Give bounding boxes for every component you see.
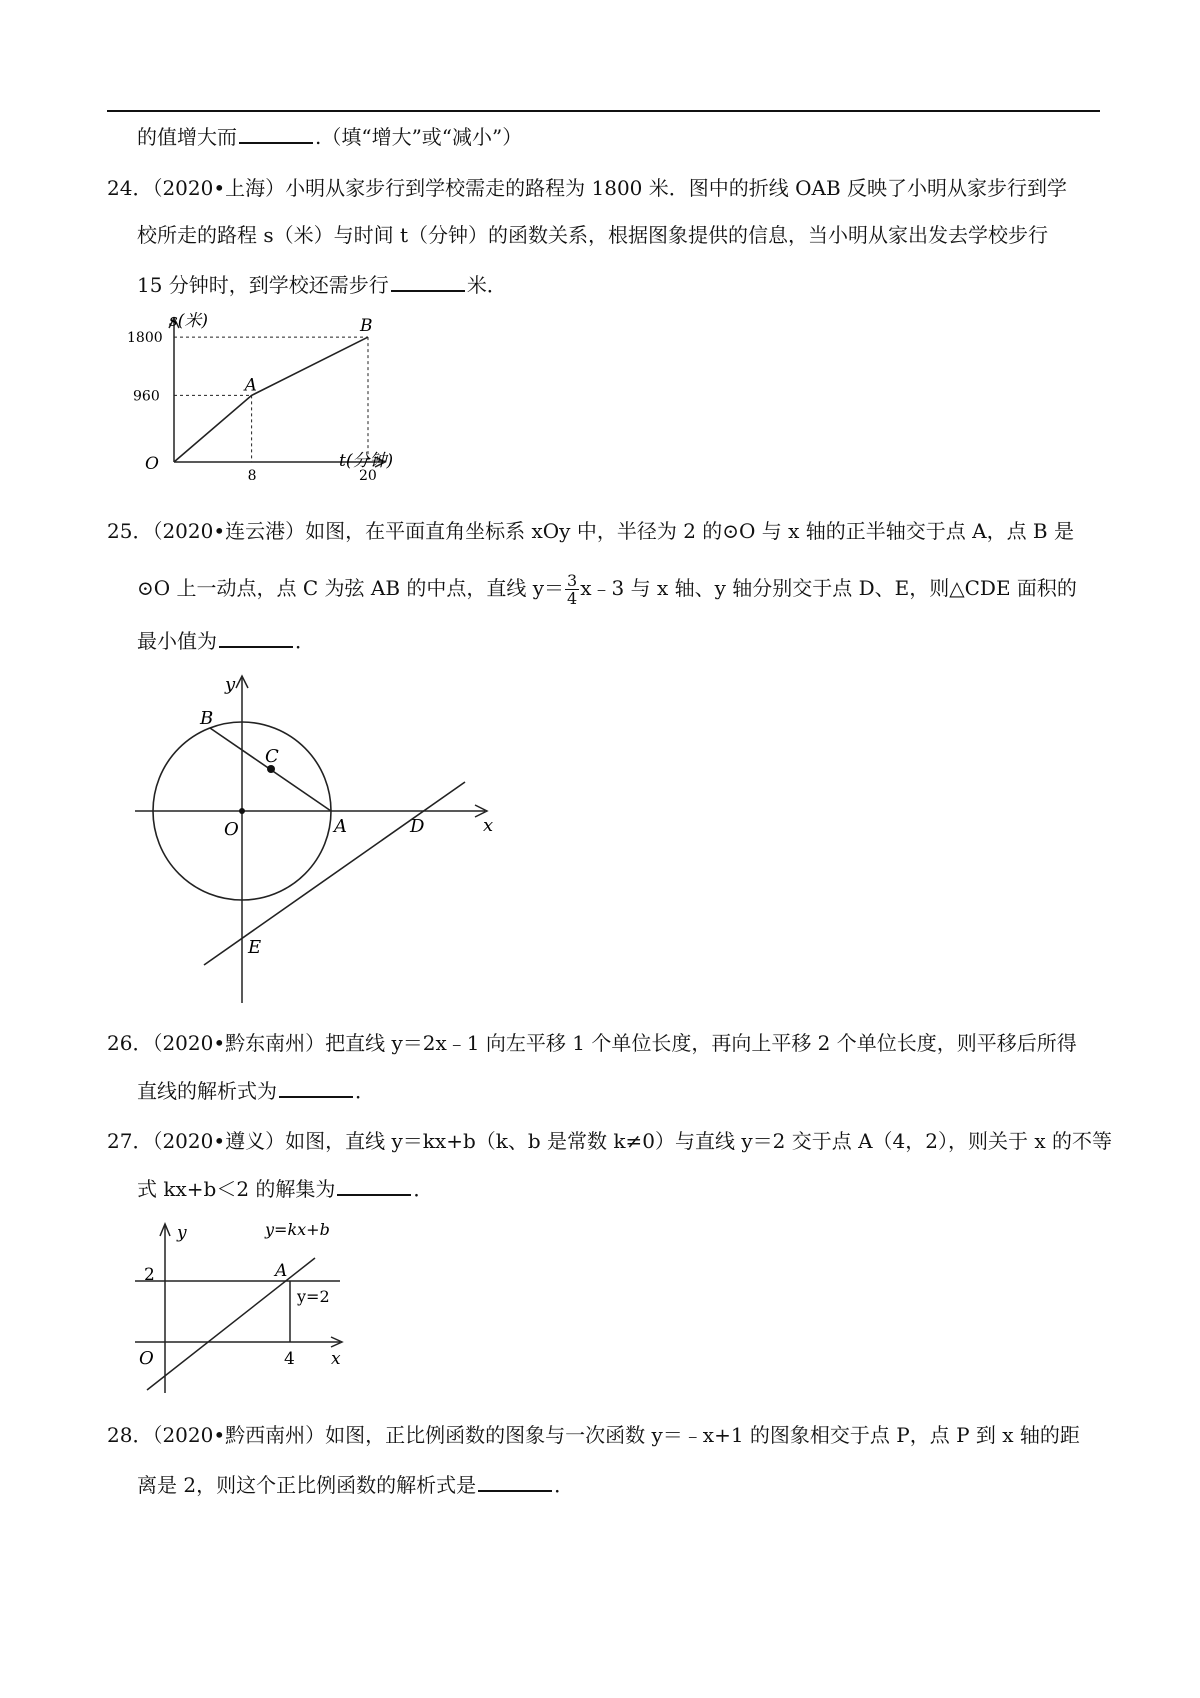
origin-label: O: [145, 454, 159, 474]
q27-figure: [135, 1218, 365, 1398]
answer-blank[interactable]: [239, 124, 313, 144]
point-O: [239, 808, 245, 814]
q24-line3: 15 分钟时，到学校还需步行 米．: [137, 273, 507, 297]
point-label-A: A: [334, 816, 347, 837]
answer-blank[interactable]: [391, 272, 465, 292]
point-label-A: A: [244, 375, 257, 396]
q23-tail: 的值增大而 .（填“增大”或“减小”）: [137, 125, 523, 149]
q27-line1: 27．（2020•遵义）如图，直线 y＝kx+b（k、b 是常数 k≠0）与直线 y＝2 交于点 A（4，2），则关于 x 的不等: [107, 1129, 1112, 1153]
origin-label: O: [139, 1348, 154, 1369]
x-tick-8: 8: [247, 468, 257, 484]
q25-line1: 25．（2020•连云港）如图，在平面直角坐标系 xOy 中，半径为 2 的⊙O 与 x 轴的正半轴交于点 A，点 B 是: [107, 519, 1074, 543]
q25-line2: ⊙O 上一动点，点 C 为弦 AB 的中点，直线 y＝ $\frac{3}{4}$ x﹣3 与 x 轴、y 轴分别交于点 D、E，则△CDE 面积的: [137, 571, 1077, 608]
q24-line1: 24．（2020•上海）小明从家步行到学校需走的路程为 1800 米．图中的折线 OAB 反映了小明从家步行到学: [107, 176, 1068, 200]
q25-figure: [130, 668, 510, 1008]
fraction-3-4: $\frac{3}{4}$: [567, 571, 578, 608]
x-axis-label: x: [331, 1349, 341, 1369]
q26-line2: 直线的解析式为 ．: [137, 1079, 375, 1103]
y-tick-1800: 1800: [127, 330, 163, 347]
q26-line1: 26．（2020•黔东南州）把直线 y＝2x﹣1 向左平移 1 个单位长度，再向上平移 2 个单位长度，则平移后所得: [107, 1031, 1077, 1055]
point-label-D: D: [410, 816, 425, 837]
q24-figure: [125, 312, 445, 492]
y-axis-label: y: [177, 1223, 187, 1243]
x-tick-4: 4: [284, 1349, 295, 1369]
line-label-y2: y=2: [297, 1287, 330, 1306]
answer-blank[interactable]: [279, 1078, 353, 1098]
point-label-C: C: [265, 746, 279, 767]
q24-line2: 校所走的路程 s（米）与时间 t（分钟）的函数关系，根据图象提供的信息，当小明从家出发去学校步行: [137, 223, 1049, 247]
header-rule: [107, 110, 1100, 112]
point-label-E: E: [248, 937, 262, 958]
answer-blank[interactable]: [337, 1176, 411, 1196]
y-tick-2: 2: [144, 1265, 155, 1285]
line-label-kx-b: y=kx+b: [265, 1220, 330, 1239]
q27-line2: 式 kx+b＜2 的解集为 ．: [137, 1177, 434, 1201]
series-line-OAB: [174, 337, 368, 462]
point-label-B: B: [200, 708, 214, 729]
x-axis-label: t(分钟): [339, 451, 394, 471]
point-label-O: O: [224, 819, 239, 840]
q28-line1: 28．（2020•黔西南州）如图，正比例函数的图象与一次函数 y＝﹣x+1 的图象相交于点 P，点 P 到 x 轴的距: [107, 1423, 1080, 1447]
answer-blank[interactable]: [478, 1472, 552, 1492]
point-label-A: A: [275, 1261, 288, 1281]
answer-blank[interactable]: [219, 628, 293, 648]
y-axis-label: y: [225, 674, 236, 695]
x-tick-20: 20: [359, 468, 377, 484]
point-label-B: B: [360, 316, 373, 337]
q25-line3: 最小值为 ．: [137, 629, 315, 653]
q28-line2: 离是 2，则这个正比例函数的解析式是 ．: [137, 1473, 575, 1497]
y-tick-960: 960: [133, 388, 160, 405]
x-axis-label: x: [483, 815, 494, 836]
y-axis-label: s(米): [169, 312, 208, 331]
